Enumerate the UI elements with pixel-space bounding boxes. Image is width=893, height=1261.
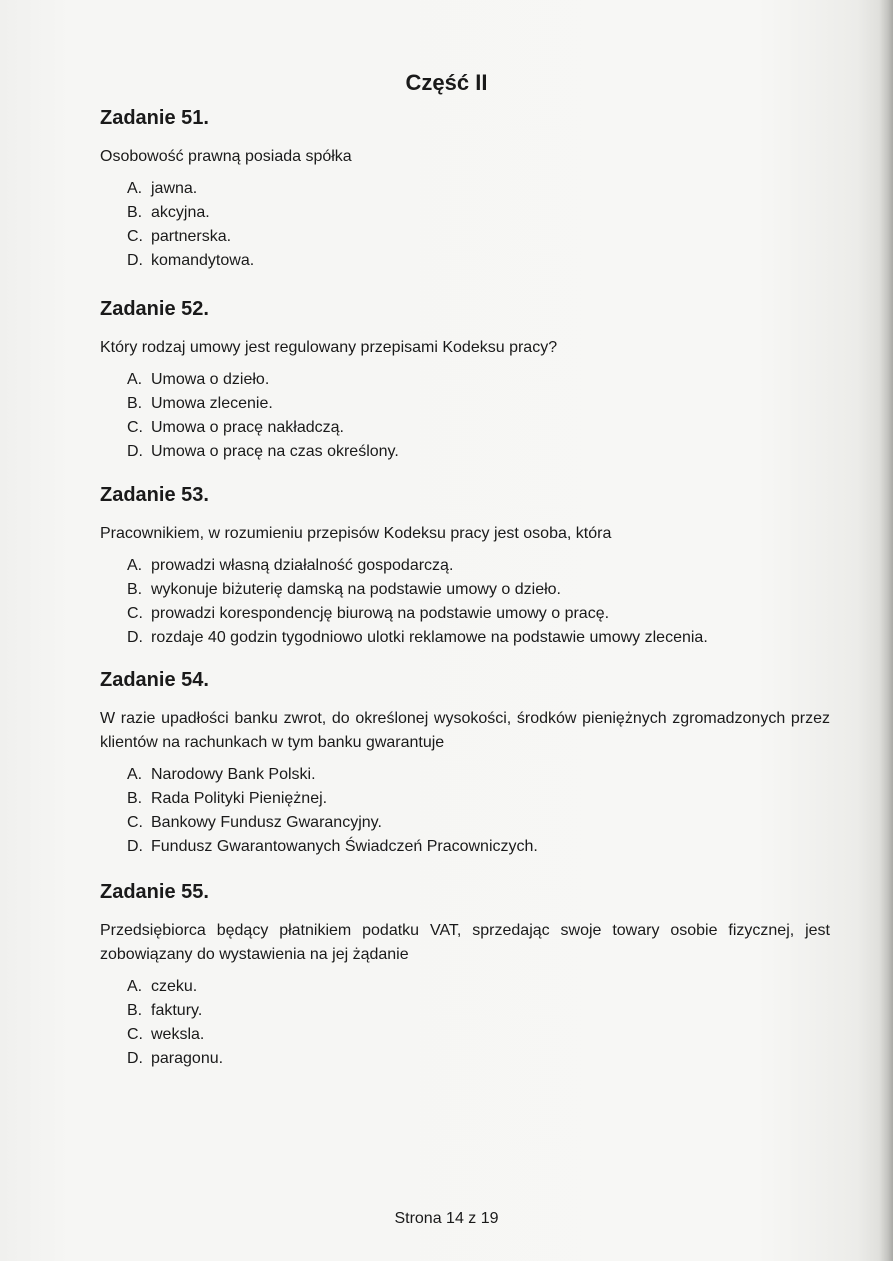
task-question: W razie upadłości banku zwrot, do określonej wysokości, środków pieniężnych zgromadzonych przez klientów na rachunkach w tym banku gwarantuje xyxy=(100,710,830,751)
option-text: partnerska. xyxy=(151,228,232,245)
option-text: jawna. xyxy=(151,180,198,197)
option-letter: D. xyxy=(127,629,143,646)
option-letter: A. xyxy=(127,766,143,783)
answer-option-b xyxy=(127,201,830,225)
option-letter: A. xyxy=(127,180,143,197)
answer-option-d xyxy=(127,249,830,273)
option-letter: D. xyxy=(127,252,143,269)
option-text: paragonu. xyxy=(151,1050,224,1067)
option-text: rozdaje 40 godzin tygodniowo ulotki reklamowe na podstawie umowy zlecenia. xyxy=(151,629,708,646)
option-text: Bankowy Fundusz Gwarancyjny. xyxy=(151,814,382,831)
option-letter: B. xyxy=(127,581,143,598)
task-title: Zadanie 54. xyxy=(100,669,209,691)
answer-option-a xyxy=(127,975,830,999)
task-question: Pracownikiem, w rozumieniu przepisów Kodeksu pracy jest osoba, która xyxy=(100,525,612,542)
answer-options xyxy=(100,554,830,650)
task-question: Przedsiębiorca będący płatnikiem podatku VAT, sprzedając swoje towary osobie fizycznej, jest zobowiązany do wystawienia na jej żądanie xyxy=(100,922,830,963)
task-question: Osobowość prawną posiada spółka xyxy=(100,148,352,165)
option-text: Rada Polityki Pieniężnej. xyxy=(151,790,328,807)
page-title: Część II xyxy=(405,70,488,95)
option-text: akcyjna. xyxy=(151,204,210,221)
task-question: Który rodzaj umowy jest regulowany przepisami Kodeksu pracy? xyxy=(100,339,558,356)
option-letter: B. xyxy=(127,395,143,412)
task-53 xyxy=(100,484,830,650)
option-letter: C. xyxy=(127,605,143,622)
answer-option-b xyxy=(127,999,830,1023)
option-letter: C. xyxy=(127,228,143,245)
task-54 xyxy=(100,669,830,859)
answer-options xyxy=(100,975,830,1071)
answer-option-c xyxy=(127,811,830,835)
option-letter: C. xyxy=(127,419,143,436)
task-title: Zadanie 52. xyxy=(100,298,209,320)
answer-option-a xyxy=(127,763,830,787)
option-letter: D. xyxy=(127,1050,143,1067)
option-text: weksla. xyxy=(151,1026,205,1043)
answer-option-b xyxy=(127,578,830,602)
answer-option-d xyxy=(127,626,830,650)
option-text: Umowa o pracę nakładczą. xyxy=(151,419,344,436)
answer-option-c xyxy=(127,225,830,249)
option-text: Umowa zlecenie. xyxy=(151,395,273,412)
option-text: Umowa o dzieło. xyxy=(151,371,270,388)
answer-option-c xyxy=(127,1023,830,1047)
page-edge-shadow xyxy=(879,0,893,1261)
answer-option-d xyxy=(127,835,830,859)
page-number: Strona 14 z 19 xyxy=(394,1210,499,1227)
option-text: prowadzi korespondencję biurową na podstawie umowy o pracę. xyxy=(151,605,610,622)
option-text: Fundusz Gwarantowanych Świadczeń Pracowniczych. xyxy=(151,838,538,855)
answer-option-b xyxy=(127,787,830,811)
answer-option-c xyxy=(127,602,830,626)
option-letter: A. xyxy=(127,557,143,574)
task-title: Zadanie 51. xyxy=(100,107,209,129)
answer-option-d xyxy=(127,1047,830,1071)
option-text: prowadzi własną działalność gospodarczą. xyxy=(151,557,454,574)
option-letter: B. xyxy=(127,1002,143,1019)
option-text: Narodowy Bank Polski. xyxy=(151,766,316,783)
answer-option-c xyxy=(127,416,830,440)
answer-option-a xyxy=(127,554,830,578)
task-55 xyxy=(100,881,830,1071)
option-letter: D. xyxy=(127,443,143,460)
option-text: czeku. xyxy=(151,978,198,995)
option-letter: A. xyxy=(127,978,143,995)
option-letter: C. xyxy=(127,1026,143,1043)
option-text: Umowa o pracę na czas określony. xyxy=(151,443,399,460)
option-letter: A. xyxy=(127,371,143,388)
answer-option-a xyxy=(127,368,830,392)
answer-options xyxy=(100,368,830,464)
option-text: komandytowa. xyxy=(151,252,255,269)
task-52 xyxy=(100,298,830,464)
option-letter: B. xyxy=(127,790,143,807)
answer-option-a xyxy=(127,177,830,201)
task-title: Zadanie 55. xyxy=(100,881,209,903)
answer-options xyxy=(100,177,830,273)
option-letter: B. xyxy=(127,204,143,221)
option-letter: C. xyxy=(127,814,143,831)
task-51 xyxy=(100,107,830,273)
task-title: Zadanie 53. xyxy=(100,484,209,506)
answer-option-b xyxy=(127,392,830,416)
option-text: wykonuje biżuterię damską na podstawie umowy o dzieło. xyxy=(151,581,561,598)
answer-option-d xyxy=(127,440,830,464)
option-letter: D. xyxy=(127,838,143,855)
option-text: faktury. xyxy=(151,1002,203,1019)
answer-options xyxy=(100,763,830,859)
